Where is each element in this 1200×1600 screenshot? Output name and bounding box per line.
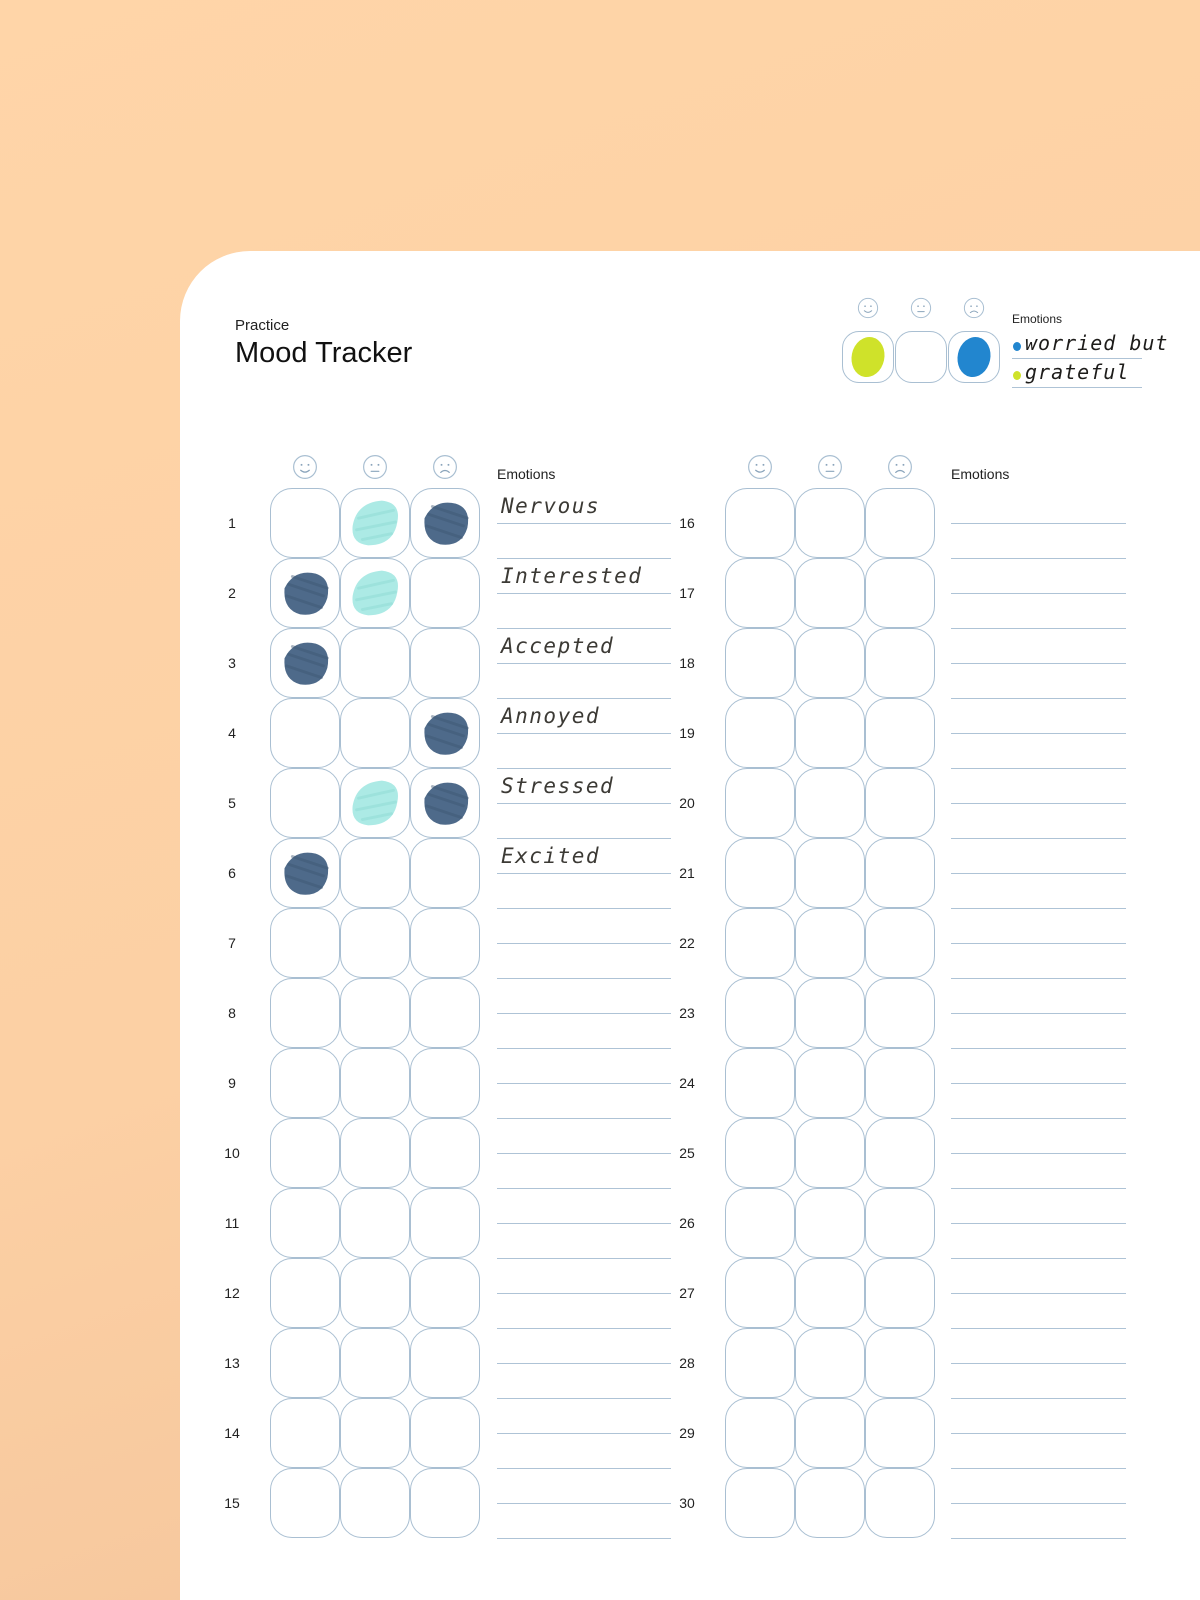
emotion-writing-line[interactable] <box>497 1013 671 1014</box>
mood-cell[interactable] <box>340 698 410 768</box>
light-marker-stroke <box>341 489 409 557</box>
emotion-writing-line[interactable] <box>951 978 1126 979</box>
mood-cell[interactable] <box>725 1328 795 1398</box>
emotion-writing-line[interactable] <box>951 908 1126 909</box>
day-number: 10 <box>224 1145 240 1161</box>
emotion-writing-line[interactable] <box>497 838 671 839</box>
dark-marker-stroke <box>411 489 479 557</box>
emotion-writing-line[interactable] <box>951 663 1126 664</box>
tracker-sheet <box>180 251 1200 1600</box>
emotion-writing-line[interactable] <box>497 593 671 594</box>
mood-cell[interactable] <box>795 978 865 1048</box>
mood-cell[interactable] <box>270 1258 340 1328</box>
emotion-writing-line[interactable] <box>951 1433 1126 1434</box>
mood-cell[interactable] <box>725 488 795 558</box>
emotion-writing-line[interactable] <box>497 1363 671 1364</box>
emotion-writing-line[interactable] <box>951 1503 1126 1504</box>
emotion-writing-line[interactable] <box>951 1153 1126 1154</box>
mood-cell[interactable] <box>795 908 865 978</box>
green-dot-icon <box>1013 371 1021 380</box>
emotion-writing-line[interactable] <box>497 1398 671 1399</box>
emotion-writing-line[interactable] <box>951 1083 1126 1084</box>
emotion-writing-line[interactable] <box>951 1398 1126 1399</box>
right-emotions-label: Emotions <box>951 466 1010 482</box>
mood-cell[interactable] <box>795 698 865 768</box>
dark-marker-stroke <box>271 629 339 697</box>
emotion-writing-line[interactable] <box>951 1118 1126 1119</box>
mood-cell[interactable] <box>865 1398 935 1468</box>
emotion-writing-line[interactable] <box>951 873 1126 874</box>
mood-cell[interactable] <box>410 1048 480 1118</box>
mood-cell[interactable] <box>725 1258 795 1328</box>
mood-cell[interactable] <box>725 768 795 838</box>
left-emotions-label: Emotions <box>497 466 556 482</box>
mood-cell[interactable] <box>270 1188 340 1258</box>
emotion-writing-line[interactable] <box>951 803 1126 804</box>
mood-cell[interactable] <box>865 558 935 628</box>
emotion-writing-line[interactable] <box>497 1083 671 1084</box>
legend-emotions-label: Emotions <box>1012 312 1063 326</box>
emotion-writing-line[interactable] <box>497 1223 671 1224</box>
day-number: 21 <box>679 865 695 881</box>
emotion-writing-line[interactable] <box>951 733 1126 734</box>
mood-cell[interactable] <box>795 1048 865 1118</box>
day-number: 24 <box>679 1075 695 1091</box>
emotion-writing-line[interactable] <box>951 698 1126 699</box>
mood-cell[interactable] <box>725 1468 795 1538</box>
mood-cell[interactable] <box>865 1328 935 1398</box>
mood-cell[interactable] <box>340 838 410 908</box>
mood-cell[interactable] <box>340 488 410 558</box>
day-number: 5 <box>228 795 236 811</box>
emotion-writing-line[interactable] <box>951 943 1126 944</box>
mood-cell[interactable] <box>410 1468 480 1538</box>
handwritten-emotion: Excited <box>501 844 601 868</box>
day-number: 30 <box>679 1495 695 1511</box>
light-marker-stroke <box>341 559 409 627</box>
mood-cell[interactable] <box>270 1398 340 1468</box>
mood-cell[interactable] <box>725 1188 795 1258</box>
emotion-writing-line[interactable] <box>497 1118 671 1119</box>
mood-cell[interactable] <box>270 978 340 1048</box>
emotion-writing-line[interactable] <box>497 663 671 664</box>
mood-cell[interactable] <box>725 1118 795 1188</box>
mood-cell[interactable] <box>865 1258 935 1328</box>
day-number: 26 <box>679 1215 695 1231</box>
day-number: 9 <box>228 1075 236 1091</box>
mood-cell[interactable] <box>410 978 480 1048</box>
day-number: 12 <box>224 1285 240 1301</box>
emotion-writing-line[interactable] <box>951 628 1126 629</box>
mood-cell[interactable] <box>795 1398 865 1468</box>
day-number: 28 <box>679 1355 695 1371</box>
emotion-writing-line[interactable] <box>951 1223 1126 1224</box>
day-number: 29 <box>679 1425 695 1441</box>
mood-cell[interactable] <box>725 558 795 628</box>
day-number: 20 <box>679 795 695 811</box>
emotion-writing-line[interactable] <box>497 523 671 524</box>
day-number: 18 <box>679 655 695 671</box>
day-number: 17 <box>679 585 695 601</box>
emotion-writing-line[interactable] <box>951 1188 1126 1189</box>
mood-cell[interactable] <box>795 1468 865 1538</box>
mood-cell[interactable] <box>865 908 935 978</box>
legend-sad-face-icon <box>963 297 985 319</box>
emotion-writing-line[interactable] <box>951 1538 1126 1539</box>
day-number: 23 <box>679 1005 695 1021</box>
emotion-writing-line[interactable] <box>951 1293 1126 1294</box>
emotion-writing-line[interactable] <box>497 1503 671 1504</box>
mood-cell[interactable] <box>865 1048 935 1118</box>
mood-cell[interactable] <box>270 1468 340 1538</box>
emotion-writing-line[interactable] <box>951 1328 1126 1329</box>
dark-marker-stroke <box>411 769 479 837</box>
emotion-writing-line[interactable] <box>497 943 671 944</box>
mood-cell[interactable] <box>865 768 935 838</box>
day-number: 6 <box>228 865 236 881</box>
emotion-writing-line[interactable] <box>951 558 1126 559</box>
emotion-writing-line[interactable] <box>497 733 671 734</box>
emotion-writing-line[interactable] <box>951 1468 1126 1469</box>
emotion-writing-line[interactable] <box>951 1013 1126 1014</box>
emotion-writing-line[interactable] <box>951 768 1126 769</box>
emotion-writing-line[interactable] <box>951 523 1126 524</box>
mood-cell[interactable] <box>340 908 410 978</box>
legend-mood-cell[interactable] <box>842 331 894 383</box>
mood-cell[interactable] <box>340 1188 410 1258</box>
mood-cell[interactable] <box>865 488 935 558</box>
mood-cell[interactable] <box>795 838 865 908</box>
mood-cell[interactable] <box>725 838 795 908</box>
neutral-face-icon <box>362 454 388 480</box>
emotion-writing-line[interactable] <box>951 1258 1126 1259</box>
emotion-writing-line[interactable] <box>497 558 671 559</box>
mood-cell[interactable] <box>725 978 795 1048</box>
mood-cell[interactable] <box>865 628 935 698</box>
day-number: 22 <box>679 935 695 951</box>
emotion-writing-line[interactable] <box>497 1433 671 1434</box>
mood-cell[interactable] <box>340 1048 410 1118</box>
mood-cell[interactable] <box>865 1188 935 1258</box>
legend-mood-cell[interactable] <box>895 331 947 383</box>
mood-cell[interactable] <box>270 1118 340 1188</box>
day-number: 27 <box>679 1285 695 1301</box>
light-marker-stroke <box>341 769 409 837</box>
mood-cell[interactable] <box>340 1118 410 1188</box>
blue-dot-icon <box>1013 342 1021 351</box>
dark-marker-stroke <box>271 839 339 907</box>
mood-cell[interactable] <box>340 768 410 838</box>
mood-cell[interactable] <box>410 698 480 768</box>
mood-cell[interactable] <box>340 1258 410 1328</box>
mood-cell[interactable] <box>410 628 480 698</box>
day-number: 19 <box>679 725 695 741</box>
legend-mood-cell[interactable] <box>948 331 1000 383</box>
mood-cell[interactable] <box>865 978 935 1048</box>
mood-cell[interactable] <box>795 1258 865 1328</box>
mood-cell[interactable] <box>270 698 340 768</box>
emotion-writing-line[interactable] <box>497 978 671 979</box>
day-number: 7 <box>228 935 236 951</box>
legend-handwritten-text: worried but <box>1025 331 1169 355</box>
emotion-writing-line[interactable] <box>951 593 1126 594</box>
day-number: 15 <box>224 1495 240 1511</box>
mood-cell[interactable] <box>410 1398 480 1468</box>
page-kicker: Practice <box>235 317 290 334</box>
handwritten-emotion: Interested <box>501 564 643 588</box>
mood-cell[interactable] <box>340 1328 410 1398</box>
emotion-writing-line[interactable] <box>497 1538 671 1539</box>
mood-cell[interactable] <box>410 908 480 978</box>
sad-face-icon <box>887 454 913 480</box>
day-number: 2 <box>228 585 236 601</box>
mood-cell[interactable] <box>865 1118 935 1188</box>
mood-cell[interactable] <box>270 838 340 908</box>
emotion-writing-line[interactable] <box>497 1328 671 1329</box>
green-blob <box>843 332 893 382</box>
legend-happy-face-icon <box>857 297 879 319</box>
mood-cell[interactable] <box>725 908 795 978</box>
day-number: 14 <box>224 1425 240 1441</box>
handwritten-emotion: Annoyed <box>501 704 601 728</box>
emotion-writing-line[interactable] <box>497 1188 671 1189</box>
mood-cell[interactable] <box>410 838 480 908</box>
emotion-writing-line[interactable] <box>497 803 671 804</box>
emotion-writing-line[interactable] <box>497 768 671 769</box>
sad-face-icon <box>432 454 458 480</box>
day-number: 13 <box>224 1355 240 1371</box>
mood-cell[interactable] <box>270 768 340 838</box>
day-number: 25 <box>679 1145 695 1161</box>
mood-cell[interactable] <box>270 558 340 628</box>
mood-cell[interactable] <box>795 488 865 558</box>
mood-cell[interactable] <box>795 558 865 628</box>
mood-cell[interactable] <box>410 1258 480 1328</box>
mood-cell[interactable] <box>270 908 340 978</box>
day-number: 1 <box>228 515 236 531</box>
mood-cell[interactable] <box>410 558 480 628</box>
mood-cell[interactable] <box>410 1328 480 1398</box>
mood-cell[interactable] <box>410 1118 480 1188</box>
emotion-writing-line[interactable] <box>497 1258 671 1259</box>
mood-cell[interactable] <box>340 1468 410 1538</box>
legend-neutral-face-icon <box>910 297 932 319</box>
handwritten-emotion: Accepted <box>501 634 615 658</box>
emotion-writing-line[interactable] <box>497 698 671 699</box>
mood-cell[interactable] <box>795 1188 865 1258</box>
emotion-writing-line[interactable] <box>497 1293 671 1294</box>
day-number: 8 <box>228 1005 236 1021</box>
neutral-face-icon <box>817 454 843 480</box>
mood-cell[interactable] <box>725 1398 795 1468</box>
emotion-writing-line[interactable] <box>497 873 671 874</box>
day-number: 16 <box>679 515 695 531</box>
emotion-writing-line[interactable] <box>951 1048 1126 1049</box>
mood-cell[interactable] <box>270 1048 340 1118</box>
dark-marker-stroke <box>411 699 479 767</box>
mood-cell[interactable] <box>725 628 795 698</box>
emotion-writing-line[interactable] <box>497 1468 671 1469</box>
emotion-writing-line[interactable] <box>497 1153 671 1154</box>
mood-cell[interactable] <box>340 978 410 1048</box>
mood-cell[interactable] <box>795 628 865 698</box>
day-number: 11 <box>224 1215 240 1231</box>
mood-cell[interactable] <box>795 1118 865 1188</box>
mood-cell[interactable] <box>270 628 340 698</box>
dark-marker-stroke <box>271 559 339 627</box>
legend-writing-line[interactable] <box>1012 358 1142 359</box>
emotion-writing-line[interactable] <box>951 1363 1126 1364</box>
legend-writing-line[interactable] <box>1012 387 1142 388</box>
emotion-writing-line[interactable] <box>497 628 671 629</box>
mood-cell[interactable] <box>340 558 410 628</box>
handwritten-emotion: Stressed <box>501 774 615 798</box>
day-number: 4 <box>228 725 236 741</box>
mood-cell[interactable] <box>340 628 410 698</box>
handwritten-emotion: Nervous <box>501 494 601 518</box>
day-number: 3 <box>228 655 236 671</box>
mood-cell[interactable] <box>270 1328 340 1398</box>
mood-cell[interactable] <box>410 1188 480 1258</box>
legend-handwritten-text: grateful <box>1025 360 1130 384</box>
mood-cell[interactable] <box>725 1048 795 1118</box>
page-title: Mood Tracker <box>235 337 413 369</box>
mood-cell[interactable] <box>865 838 935 908</box>
mood-cell[interactable] <box>270 488 340 558</box>
emotion-writing-line[interactable] <box>497 1048 671 1049</box>
mood-cell[interactable] <box>725 698 795 768</box>
emotion-writing-line[interactable] <box>497 908 671 909</box>
blue-blob <box>949 332 999 382</box>
mood-cell[interactable] <box>795 768 865 838</box>
emotion-writing-line[interactable] <box>951 838 1126 839</box>
mood-cell[interactable] <box>410 488 480 558</box>
mood-cell[interactable] <box>865 698 935 768</box>
mood-cell[interactable] <box>340 1398 410 1468</box>
happy-face-icon <box>747 454 773 480</box>
mood-cell[interactable] <box>865 1468 935 1538</box>
mood-cell[interactable] <box>795 1328 865 1398</box>
happy-face-icon <box>292 454 318 480</box>
mood-cell[interactable] <box>410 768 480 838</box>
